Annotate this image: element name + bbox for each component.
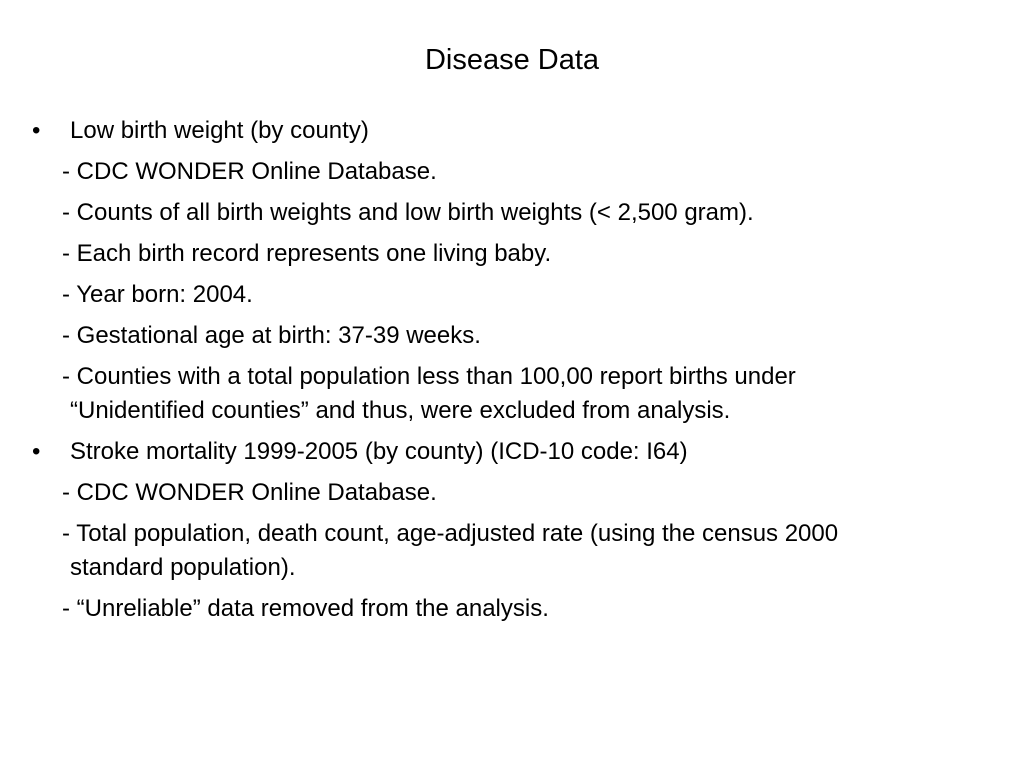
sub-item: - CDC WONDER Online Database.: [62, 158, 437, 185]
sub-item: - Gestational age at birth: 37-39 weeks.: [62, 322, 481, 349]
sub-item: - Each birth record represents one living baby.: [62, 240, 552, 267]
sub-item: - Counts of all birth weights and low birth weights (< 2,500 gram).: [62, 199, 754, 226]
sub-item-line: - Total population, death count, age-adjusted rate (using the census 2000: [62, 520, 839, 547]
sub-item: - Year born: 2004.: [62, 281, 253, 308]
bullet-heading: Low birth weight (by county): [70, 117, 369, 144]
sub-item-line: “Unidentified counties” and thus, were excluded from analysis.: [70, 397, 731, 424]
sub-item-multiline: [62, 517, 1012, 585]
sub-item-line: - Counties with a total population less than 100,00 report births under: [62, 363, 796, 390]
sub-item-line: standard population).: [70, 554, 296, 581]
bullet-dot-icon: •: [32, 438, 41, 465]
sub-item: - “Unreliable” data removed from the analysis.: [62, 595, 549, 622]
slide-title: Disease Data: [424, 44, 600, 76]
bullet-dot-icon: •: [32, 117, 41, 144]
sub-item: - CDC WONDER Online Database.: [62, 479, 437, 506]
bullet-stroke-mortality: [32, 437, 688, 467]
bullet-low-birth-weight: [32, 116, 369, 146]
bullet-heading: Stroke mortality 1999-2005 (by county) (ICD-10 code: I64): [70, 438, 688, 465]
sub-item-multiline: [62, 360, 1012, 428]
